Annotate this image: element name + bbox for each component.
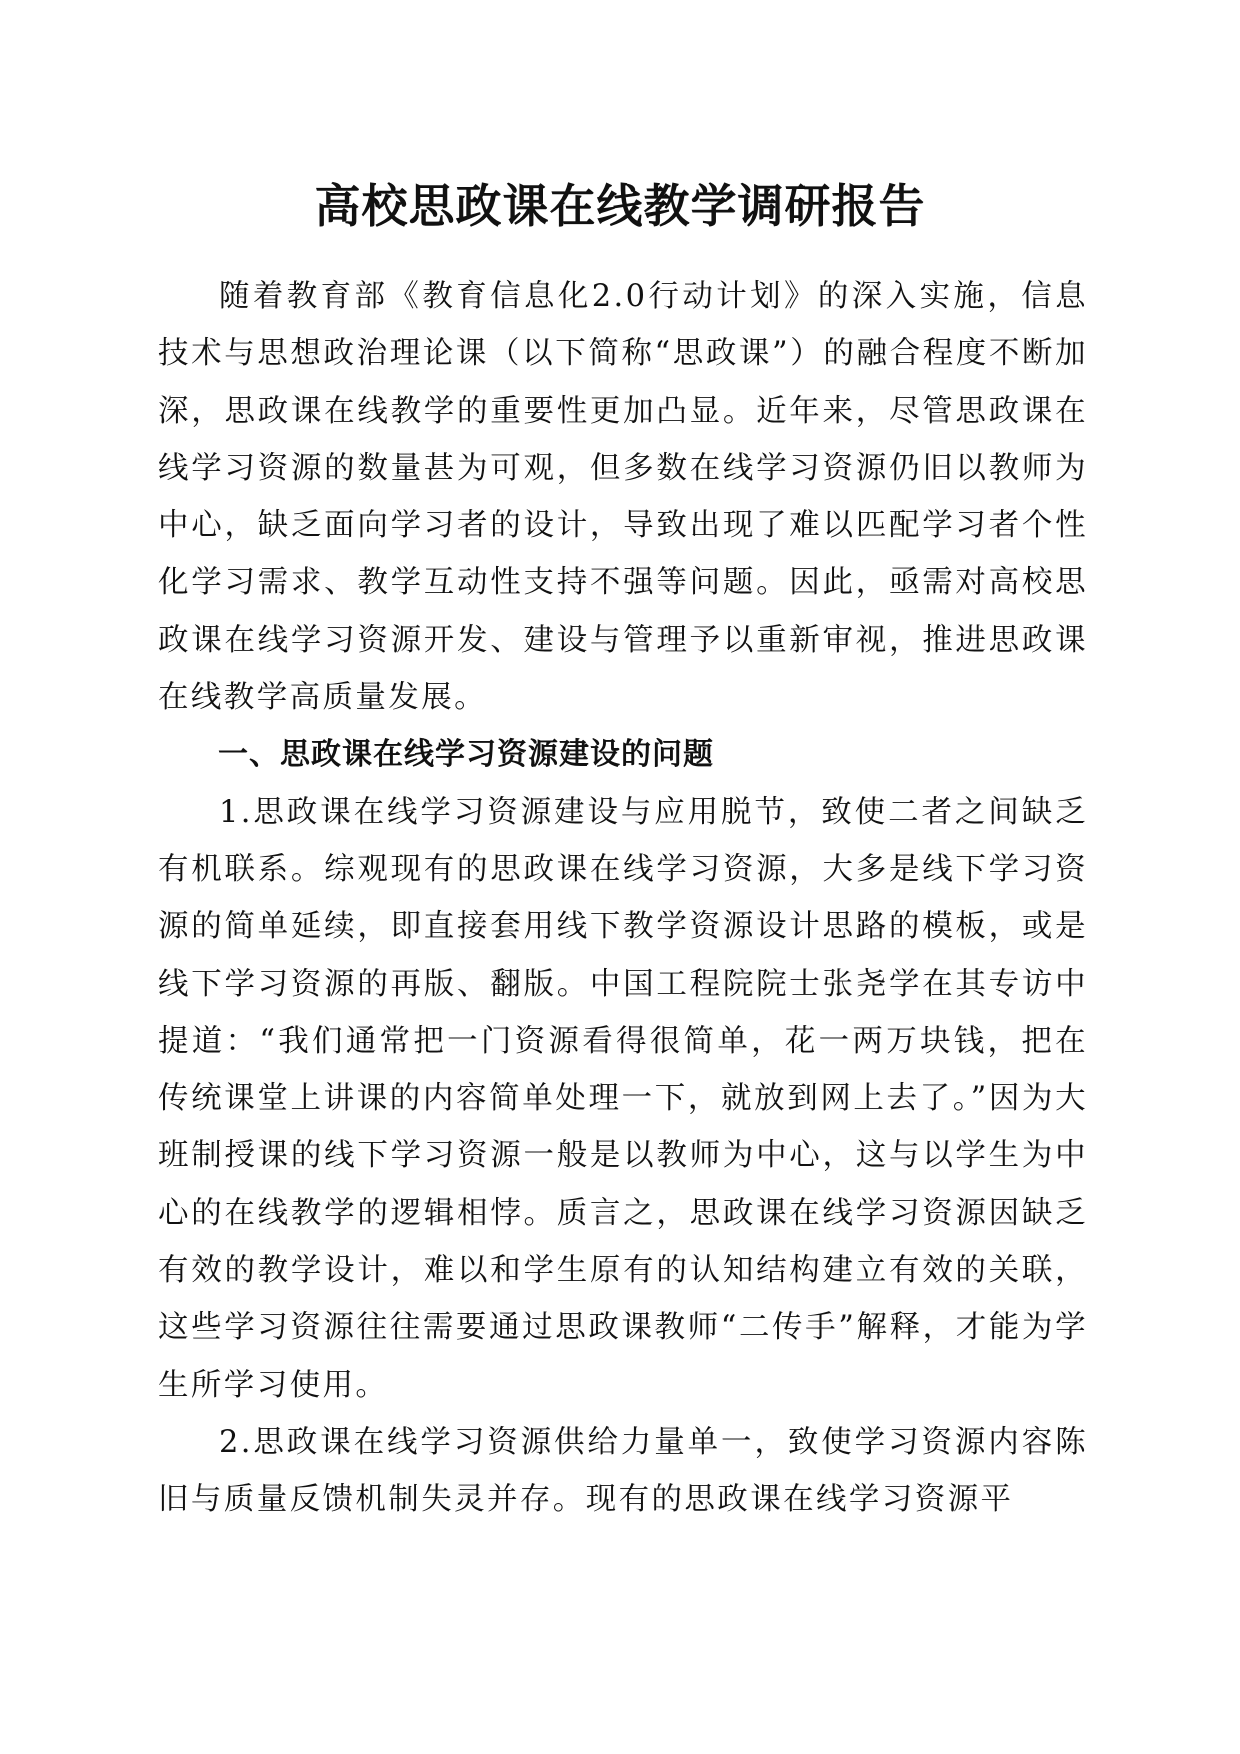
document-title: 高校思政课在线教学调研报告	[314, 179, 926, 233]
section-heading: 一、思政课在线学习资源建设的问题	[218, 737, 714, 773]
point-1-paragraph: 1.思政课在线学习资源建设与应用脱节，致使二者之间缺乏有机联系。综观现有的思政课在线学习资源，大多是线下学习资源的简单延续，即直接套用线下教学资源设计思路的模板，或是线下学习资源的再版、翻版。中国工程院院士张尧学在其专访中提道：“我们通常把一门资源看得很简单，花一两万块钱，把在传统课堂上讲课的内容简单处理一下，就放到网上去了。”因为大班制授课的线下学习资源一般是以教师为中心，这与以学生为中心的在线教学的逻辑相悖。质言之，思政课在线学习资源因缺乏有效的教学设计，难以和学生原有的认知结构建立有效的关联，这些学习资源往往需要通过思政课教师“二传手”解释，才能为学生所学习使用。	[158, 794, 1088, 1403]
document-body	[158, 268, 1088, 1529]
intro-paragraph: 随着教育部《教育信息化2.0行动计划》的深入实施，信息技术与思想政治理论课（以下简称“思政课”）的融合程度不断加深，思政课在线教学的重要性更加凸显。近年来，尽管思政课在线学习资源的数量甚为可观，但多数在线学习资源仍旧以教师为中心，缺乏面向学习者的设计，导致出现了难以匹配学习者个性化学习需求、教学互动性支持不强等问题。因此，亟需对高校思政课在线学习资源开发、建设与管理予以重新审视，推进思政课在线教学高质量发展。	[158, 279, 1088, 716]
point-2-paragraph: 2.思政课在线学习资源供给力量单一，致使学习资源内容陈旧与质量反馈机制失灵并存。现有的思政课在线学习资源平	[158, 1424, 1088, 1518]
